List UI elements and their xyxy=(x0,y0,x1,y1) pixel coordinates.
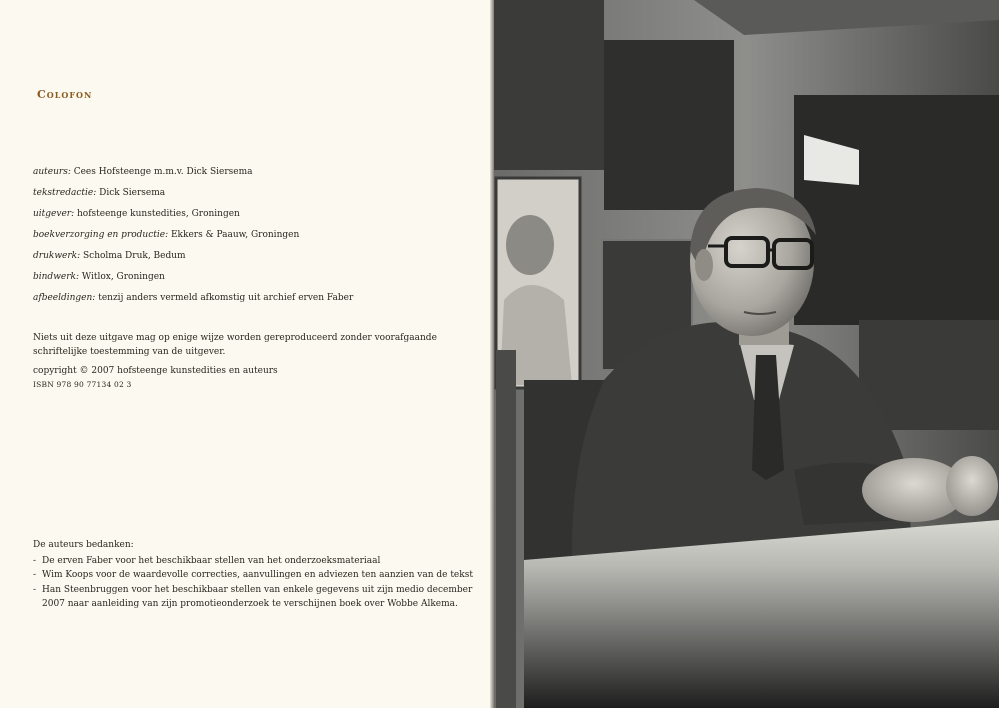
bullet-dash: - xyxy=(33,555,37,566)
credit-row-boekverzorging xyxy=(33,225,473,246)
colofon-page xyxy=(0,0,493,708)
credit-value: Scholma Druk, Bedum xyxy=(80,251,186,261)
notice-line: schriftelijke toestemming van de uitgever. xyxy=(33,346,226,357)
reproduction-notice xyxy=(33,332,473,359)
credit-value: hofsteenge kunstedities, Groningen xyxy=(74,209,240,219)
credit-row-tekstredactie xyxy=(33,183,473,204)
colofon-heading: Colofon xyxy=(37,88,93,101)
list-item-text: Han Steenbruggen voor het beschikbaar stellen van enkele gegevens uit zijn medio december 2007 naar aanleiding van zijn promotieonderzoek te verschijnen boek over Wobbe Alkema. xyxy=(42,584,473,609)
isbn-line: ISBN 978 90 77134 02 3 xyxy=(33,380,132,389)
list-item xyxy=(33,554,473,569)
bullet-dash: - xyxy=(33,570,37,580)
portrait-photograph-image xyxy=(494,0,999,708)
acknowledgements xyxy=(33,538,473,612)
credit-label: auteurs: xyxy=(33,167,71,177)
acknowledgements-heading: De auteurs bedanken: xyxy=(33,540,134,550)
credit-label: tekstredactie: xyxy=(33,188,97,198)
credit-label: uitgever: xyxy=(33,209,75,219)
credit-label: boekverzorging en productie: xyxy=(33,230,169,240)
list-item xyxy=(33,583,473,612)
credit-row-afbeeldingen xyxy=(33,288,473,309)
credit-label: drukwerk: xyxy=(33,251,81,261)
credit-value: tenzij anders vermeld afkomstig uit archief erven Faber xyxy=(95,293,354,303)
credits-list xyxy=(33,162,473,309)
copyright-line: copyright © 2007 hofsteenge kunstedities en auteurs xyxy=(33,366,278,376)
credit-row-drukwerk xyxy=(33,246,473,267)
bullet-dash: - xyxy=(33,584,37,595)
acknowledgements-list xyxy=(33,554,473,612)
credit-value: Cees Hofsteenge m.m.v. Dick Siersema xyxy=(70,167,253,177)
credit-row-uitgever xyxy=(33,204,473,225)
list-item-text: Wim Koops voor de waardevolle correcties, aanvullingen en adviezen ten aanzien van de tekst xyxy=(42,570,473,580)
credit-value: Dick Siersema xyxy=(96,188,166,198)
portrait-photograph xyxy=(494,0,999,708)
credit-row-auteurs xyxy=(33,162,473,183)
credit-label: afbeeldingen: xyxy=(33,293,96,303)
credit-label: bindwerk: xyxy=(33,272,80,282)
credit-value: Ekkers & Paauw, Groningen xyxy=(168,230,300,240)
list-item-text: De erven Faber voor het beschikbaar stellen van het onderzoeksmateriaal xyxy=(42,555,381,566)
credit-value: Witlox, Groningen xyxy=(79,272,165,282)
notice-line: Niets uit deze uitgave mag op enige wijze worden gereproduceerd zonder voorafgaande xyxy=(33,333,437,343)
list-item xyxy=(33,568,473,583)
credit-row-bindwerk xyxy=(33,267,473,288)
